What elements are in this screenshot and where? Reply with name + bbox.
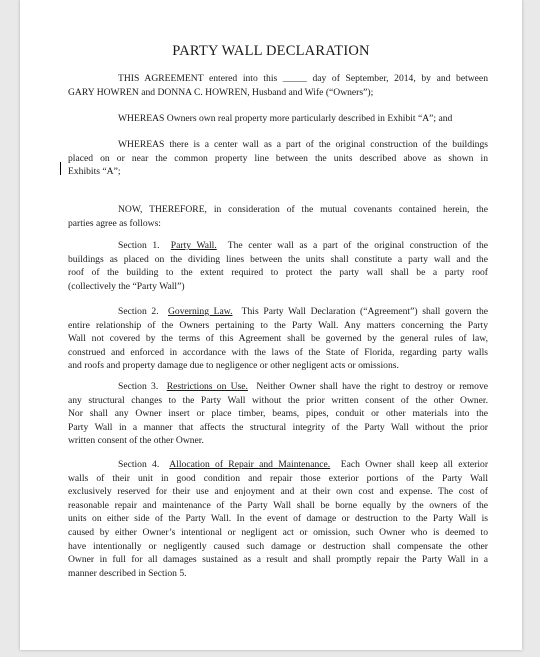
section-number: Section 2. <box>118 306 159 317</box>
text-line: Party Wall in a manner that affects the structural integrity of the Party Wall without the prior <box>68 421 488 433</box>
text-line: parties agree as follows: <box>68 217 161 229</box>
text-line <box>68 239 488 253</box>
text-line: caused by either Owner’s intentional or negligent act or omission, such Owner who is deemed to <box>68 526 488 538</box>
text-line: walls of their unit in good condition and repair those exterior portions of the Party Wall <box>68 472 488 484</box>
text-line: GARY HOWREN and DONNA C. HOWREN, Husband and Wife (“Owners”); <box>68 86 374 98</box>
page-title: PARTY WALL DECLARATION <box>172 43 370 59</box>
whereas-paragraph-2 <box>68 138 488 179</box>
text-line: have intentionally or negligently caused such damage or destruction shall compensate the other <box>68 540 488 552</box>
section-heading: Allocation of Repair and Maintenance. <box>169 459 331 470</box>
text-line <box>68 380 488 394</box>
text-line: and roofs and property damage due to negligence or other negligent acts or omissions. <box>68 360 399 372</box>
text-line: WHEREAS Owners own real property more particularly described in Exhibit “A”; and <box>118 113 453 124</box>
section-number: Section 4. <box>118 459 160 470</box>
text-line: exclusively reserved for their use and enjoyment and at their own cost and expense. The cost of <box>68 486 488 498</box>
text-line: Nor shall any Owner insert or place timber, beams, pipes, conduit or other materials into the <box>68 408 488 420</box>
text-line: manner described in Section 5. <box>68 567 187 579</box>
text-line: Owner in full for all damages sustained as a result and shall promptly repair the Party Wall in a <box>68 554 488 566</box>
text-line: THIS AGREEMENT entered into this _____ day of September, 2014, by and between <box>118 73 488 84</box>
now-therefore-paragraph <box>68 203 488 230</box>
text-line: units on either side of the Party Wall. In the event of damage or destruction to the Party Wall is <box>68 513 488 525</box>
text-line <box>68 305 488 319</box>
section-text: The center wall as a part of the original construction of the <box>227 240 489 251</box>
text-line: Exhibits “A”; <box>68 166 121 178</box>
text-line: Wall not covered by the terms of this Agreement shall be governed by the general rules of law, <box>68 333 488 345</box>
intro-paragraph <box>68 72 488 99</box>
text-line: buildings as placed on the dividing lines between the units shall constitute a party wall and the <box>68 253 488 265</box>
text-line: reasonable repair and maintenance of the Party Wall shall be borne equally by the owners of the <box>68 499 488 511</box>
text-line: (collectively the “Party Wall”) <box>68 280 185 292</box>
section-3-paragraph <box>68 380 488 448</box>
text-line: roof of the building to the extent required to protect the party wall shall be a party roof <box>68 267 488 279</box>
section-4-paragraph <box>68 458 488 580</box>
text-line: WHEREAS there is a center wall as a part of the original construction of the buildings <box>118 139 488 150</box>
section-heading: Restrictions on Use. <box>166 381 248 392</box>
text-cursor <box>60 162 61 175</box>
text-line: construed and enforced in accordance with the laws of the State of Florida, regarding party walls <box>68 346 488 358</box>
text-line <box>68 458 488 472</box>
document-page <box>20 0 522 650</box>
whereas-paragraph-1 <box>68 112 488 126</box>
text-line: NOW, THEREFORE, in consideration of the mutual covenants contained herein, the <box>118 204 488 215</box>
section-text: This Party Wall Declaration (“Agreement”) shall govern the <box>241 306 489 317</box>
text-line: entire relationship of the Owners pertaining to the Party Wall. Any matters concerning the Party <box>68 319 488 331</box>
section-text: Each Owner shall keep all exterior <box>340 459 489 470</box>
text-line: placed on or near the common property line between the units described above as shown in <box>68 152 488 164</box>
section-number: Section 3. <box>118 381 159 392</box>
text-line: any structural changes to the Party Wall without the prior written consent of the other Owner. <box>68 394 488 406</box>
section-heading: Governing Law. <box>167 306 233 317</box>
section-2-paragraph <box>68 305 488 373</box>
section-heading: Party Wall. <box>170 240 217 251</box>
section-number: Section 1. <box>118 240 160 251</box>
section-1-paragraph <box>68 239 488 293</box>
section-text: Neither Owner shall have the right to destroy or remove <box>256 381 488 392</box>
text-line: written consent of the other Owner. <box>68 435 204 447</box>
